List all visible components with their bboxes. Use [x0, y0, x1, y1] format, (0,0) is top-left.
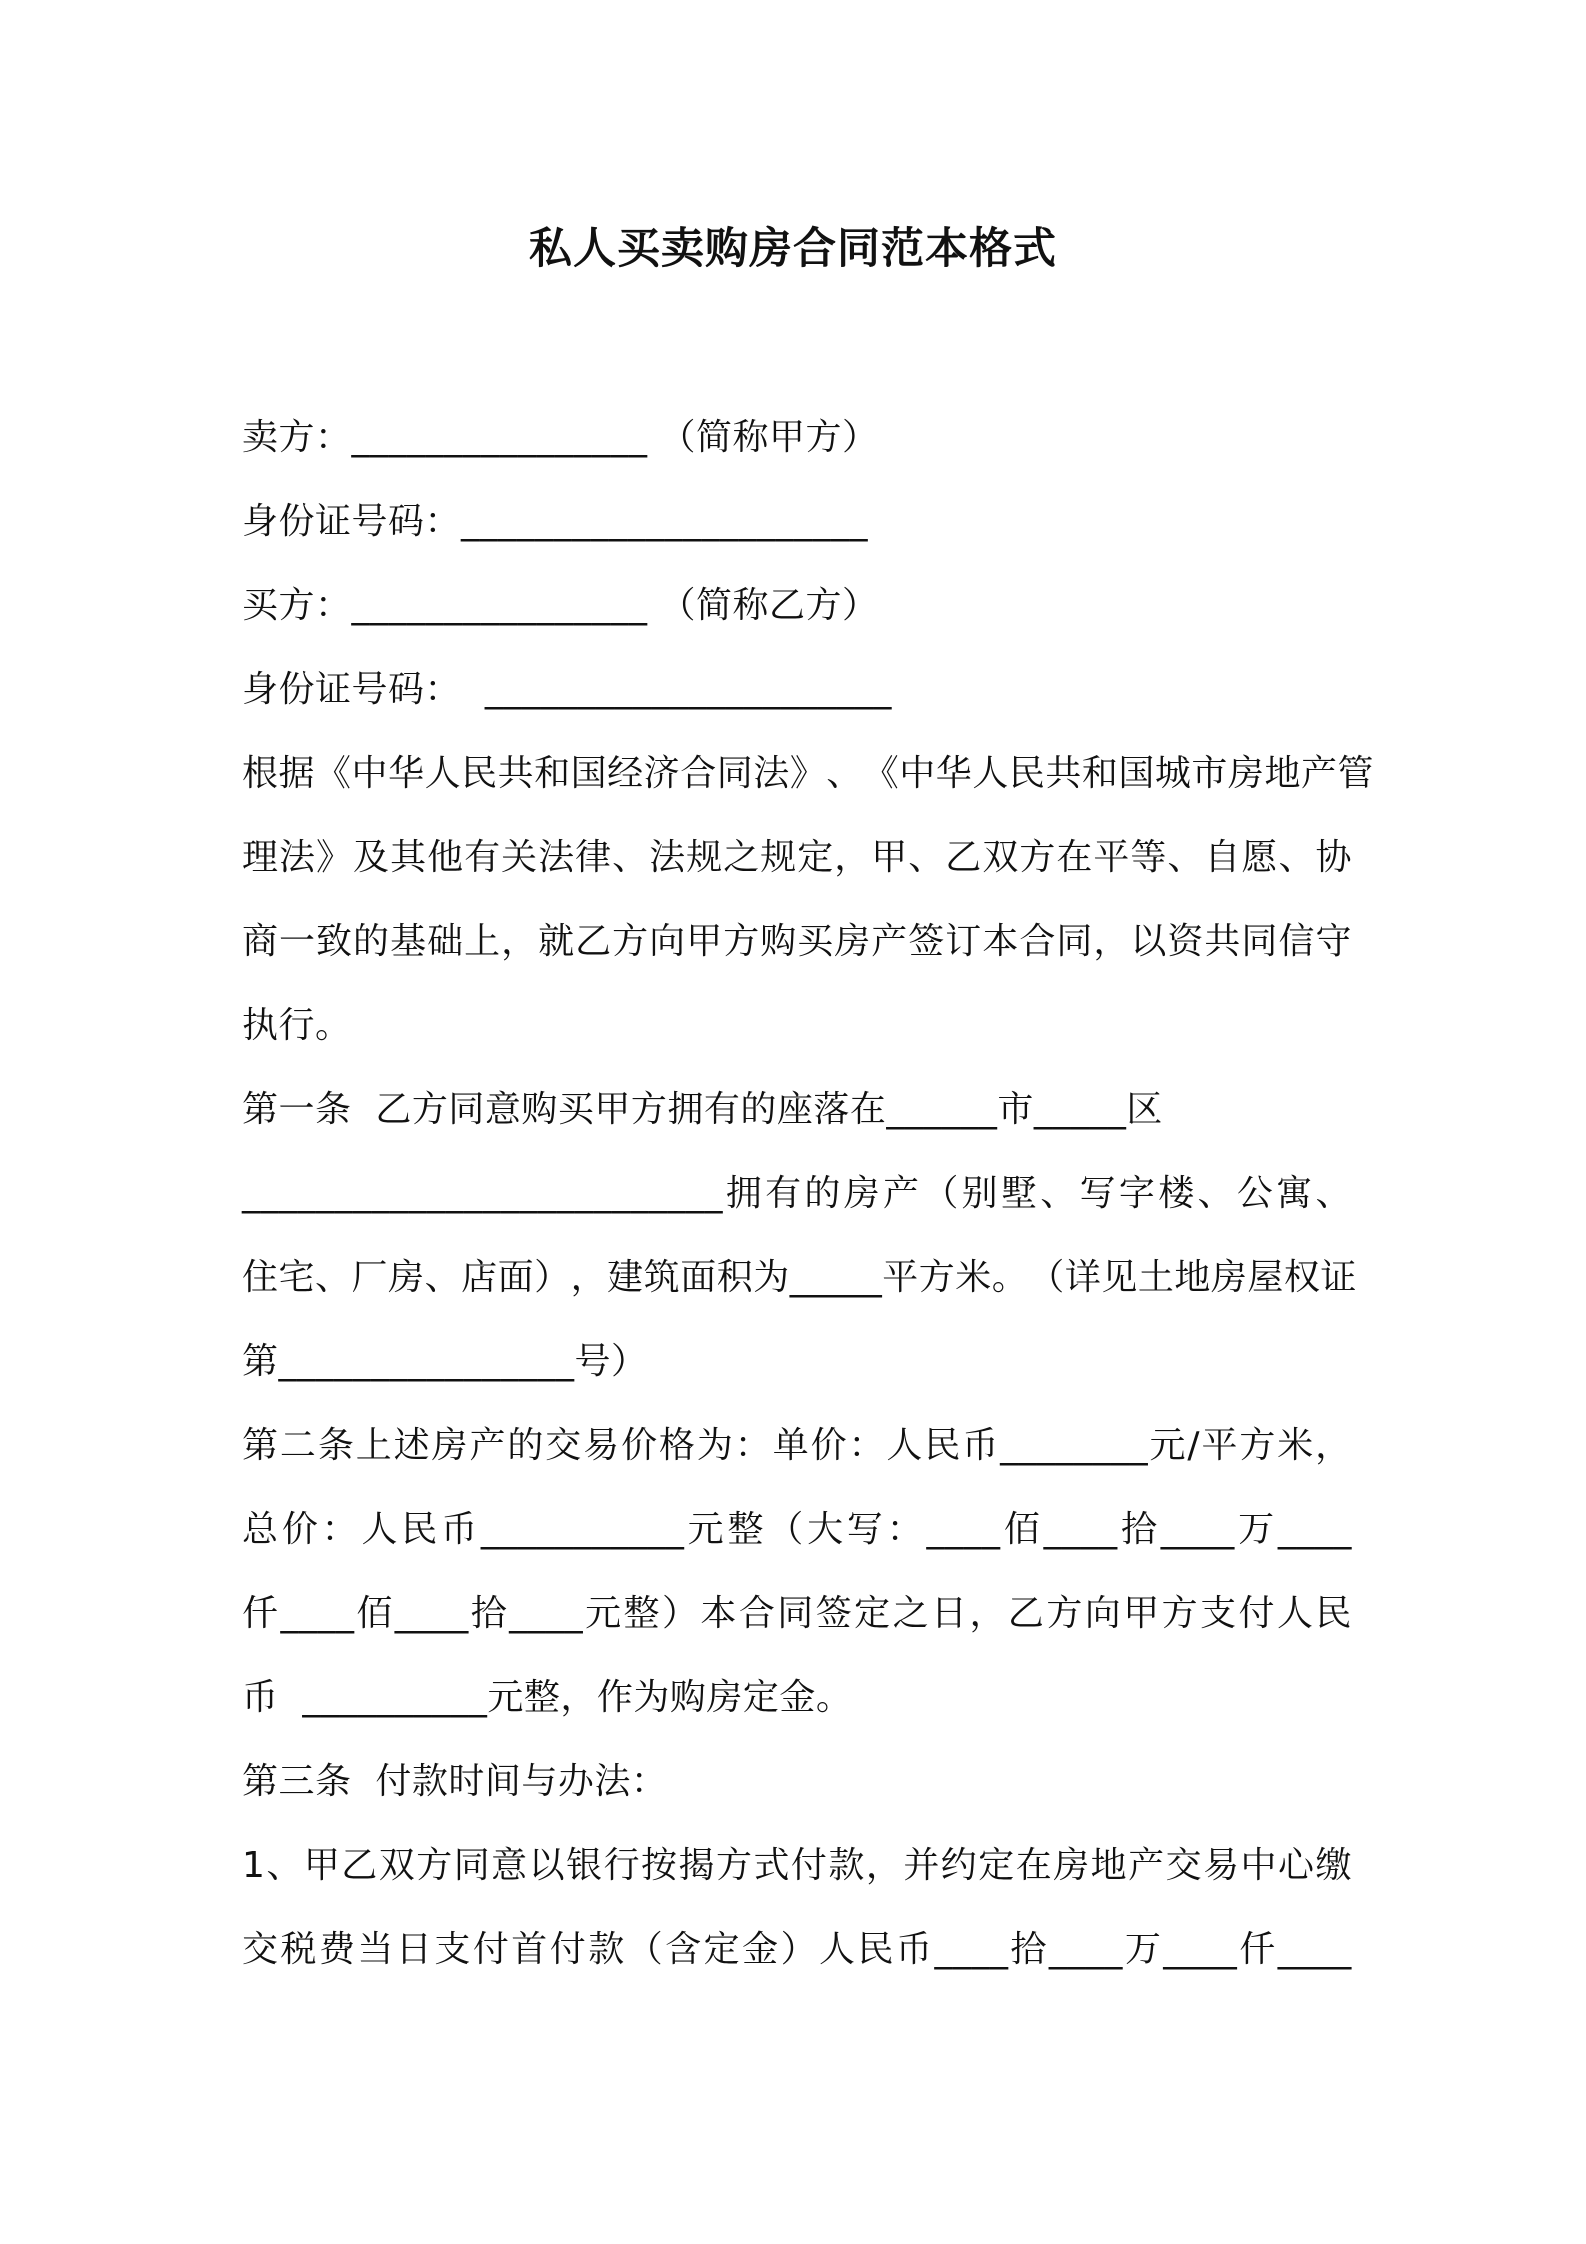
glyph-run: 房 — [1210, 1257, 1248, 1298]
glyph-run: 产 — [469, 1425, 506, 1466]
glyph-run: 本 — [700, 1593, 737, 1634]
glyph-run: 人 — [1276, 1593, 1314, 1634]
article-three-line — [242, 1908, 1352, 1992]
glyph-run: 信 — [1278, 921, 1315, 962]
glyph-run: 当 — [357, 1929, 394, 1970]
glyph-run: （ — [626, 1929, 664, 1970]
article-one-line: 第一条 乙方同意购买甲方拥有的座落在______市_____区 — [242, 1089, 1163, 1130]
glyph-run: 交 — [1165, 1845, 1203, 1886]
glyph-run: 并 — [903, 1845, 940, 1886]
glyph-run: 《 — [862, 753, 900, 794]
glyph-run: 价 — [810, 1425, 848, 1466]
glyph-run: 行 — [603, 1845, 641, 1886]
glyph-run: 二 — [279, 1425, 317, 1466]
glyph-run: 甲 — [871, 837, 908, 878]
glyph-run: 产 — [883, 1173, 920, 1214]
article-three-heading: 第三条 付款时间与办法： — [242, 1761, 668, 1802]
glyph-run: 币 — [441, 1509, 478, 1550]
article-two-line: 币 __________元整，作为购房定金。 — [242, 1677, 853, 1718]
glyph-run: 仟 — [242, 1593, 279, 1634]
glyph-run: 自 — [1204, 837, 1241, 878]
glyph-run: 拾 — [1120, 1509, 1158, 1550]
glyph-run: 人 — [972, 753, 1009, 794]
glyph-run: 向 — [649, 921, 686, 962]
glyph-run: 土 — [1137, 1257, 1175, 1298]
glyph-run: ____ — [280, 1593, 355, 1634]
glyph-run: 产 — [1128, 1845, 1165, 1886]
glyph-run: 、 — [266, 1845, 303, 1886]
glyph-run: 宅 — [278, 1257, 316, 1298]
glyph-run: 住 — [242, 1257, 279, 1298]
glyph-run: 款 — [828, 1845, 865, 1886]
glyph-run: 华 — [388, 753, 425, 794]
glyph-run: 致 — [316, 921, 353, 962]
glyph-run: ， — [969, 1593, 1006, 1634]
glyph-run: 共 — [1045, 753, 1082, 794]
glyph-run: 、 — [1278, 837, 1315, 878]
paragraph-line — [242, 816, 1352, 900]
glyph-run: 建 — [607, 1257, 644, 1298]
glyph-run: 共 — [497, 753, 535, 794]
glyph-run: 定 — [703, 1929, 741, 1970]
glyph-run: 管 — [1337, 753, 1374, 794]
glyph-run: 协 — [1315, 837, 1352, 878]
glyph-run: 写 — [1079, 1173, 1117, 1214]
glyph-run: ： — [321, 1509, 359, 1550]
glyph-run: ， — [501, 921, 538, 962]
glyph-run: 在 — [1056, 837, 1093, 878]
glyph-run: 、 — [315, 1257, 352, 1298]
glyph-run: 之 — [723, 837, 760, 878]
glyph-run: 平 — [1201, 1425, 1238, 1466]
glyph-run: 定 — [797, 837, 834, 878]
glyph-run: 。 — [991, 1257, 1029, 1298]
glyph-run: 合 — [680, 753, 717, 794]
glyph-run: 心 — [1278, 1845, 1315, 1886]
glyph-run: 平 — [882, 1257, 919, 1298]
glyph-run: 费 — [318, 1929, 356, 1970]
glyph-run: 付 — [790, 1845, 828, 1886]
glyph-run: 缴 — [1315, 1845, 1352, 1886]
glyph-run: 乙 — [341, 1845, 378, 1886]
glyph-run: 、 — [1197, 1173, 1235, 1214]
glyph-run: 易 — [583, 1425, 620, 1466]
glyph-run: 本 — [982, 921, 1019, 962]
glyph-run: / — [1187, 1425, 1201, 1466]
glyph-run: 律 — [575, 837, 612, 878]
glyph-run: 房 — [1227, 753, 1265, 794]
glyph-run: 民 — [857, 1929, 895, 1970]
glyph-run: ____ — [926, 1509, 1001, 1550]
glyph-run: 他 — [427, 837, 464, 878]
glyph-run: 》 — [316, 837, 353, 878]
glyph-run: 、 — [1315, 1173, 1352, 1214]
glyph-run: ： — [734, 1425, 772, 1466]
glyph-run: 银 — [566, 1845, 603, 1886]
glyph-run: 元 — [1149, 1425, 1187, 1466]
glyph-run: ） — [661, 1593, 699, 1634]
glyph-run: 见 — [1101, 1257, 1138, 1298]
glyph-run: 双 — [982, 837, 1019, 878]
article-two-line — [242, 1572, 1352, 1656]
paragraph-line — [242, 900, 1352, 984]
glyph-run: 、 — [826, 753, 863, 794]
glyph-run: 中 — [899, 753, 936, 794]
glyph-run: 华 — [935, 753, 973, 794]
glyph-run: 人 — [886, 1425, 923, 1466]
glyph-run: 法 — [649, 837, 686, 878]
glyph-run: 根 — [242, 753, 279, 794]
glyph-run: 一 — [279, 921, 316, 962]
glyph-run: 楼 — [1158, 1173, 1195, 1214]
glyph-run: 日 — [931, 1593, 968, 1634]
glyph-run: 地 — [1174, 1257, 1211, 1298]
glyph-run: 币 — [895, 1929, 933, 1970]
glyph-run: 规 — [760, 837, 797, 878]
glyph-run: 甲 — [686, 921, 723, 962]
glyph-run: 整 — [623, 1593, 661, 1634]
buyer-line: 买方：________________ （简称乙方） — [242, 585, 879, 626]
glyph-run: 同 — [453, 1845, 491, 1886]
glyph-run: 店 — [461, 1257, 498, 1298]
glyph-run: 方 — [1019, 837, 1056, 878]
glyph-run: 支 — [1200, 1593, 1237, 1634]
document-title: 私人买卖购房合同范本格式 — [529, 224, 1057, 274]
glyph-run: （ — [1028, 1257, 1065, 1298]
glyph-run: 款 — [588, 1929, 625, 1970]
glyph-run: 民 — [461, 753, 498, 794]
glyph-run: 在 — [1015, 1845, 1053, 1886]
glyph-run: 万 — [1124, 1929, 1162, 1970]
glyph-run: 合 — [738, 1593, 776, 1634]
article-two-line — [242, 1488, 1352, 1572]
paragraph-line: 执行。 — [242, 1005, 352, 1046]
buyer-id-line: 身份证号码： ______________________ — [242, 669, 892, 710]
glyph-run: 和 — [534, 753, 571, 794]
glyph-run: 甲 — [303, 1845, 341, 1886]
glyph-run: ____ — [1160, 1509, 1235, 1550]
glyph-run: 签 — [908, 921, 945, 962]
glyph-run: 述 — [393, 1425, 431, 1466]
glyph-run: 地 — [1264, 753, 1301, 794]
glyph-run: 佰 — [1003, 1509, 1041, 1550]
glyph-run: 条 — [317, 1425, 355, 1466]
glyph-run: 意 — [491, 1845, 528, 1886]
glyph-run: 乙 — [945, 837, 982, 878]
glyph-run: 总 — [242, 1509, 279, 1550]
glyph-run: 税 — [280, 1929, 317, 1970]
glyph-run: 元 — [585, 1593, 622, 1634]
glyph-run: 其 — [390, 837, 427, 878]
glyph-run: 民 — [1008, 753, 1046, 794]
glyph-run: 方 — [723, 921, 760, 962]
glyph-run: 乙 — [575, 921, 612, 962]
glyph-run: ： — [886, 1509, 924, 1550]
glyph-run: 同 — [1056, 921, 1093, 962]
glyph-run: 础 — [427, 921, 464, 962]
glyph-run: ， — [570, 1257, 608, 1298]
glyph-run: ， — [865, 1845, 903, 1886]
glyph-run: 买 — [797, 921, 834, 962]
glyph-run: 方 — [1239, 1425, 1276, 1466]
glyph-run: 购 — [760, 921, 797, 962]
glyph-run: 的 — [353, 921, 390, 962]
glyph-run: 上 — [355, 1425, 393, 1466]
glyph-run: 公 — [1236, 1173, 1274, 1214]
glyph-run: 拾 — [470, 1593, 508, 1634]
glyph-run: 1 — [242, 1845, 266, 1886]
glyph-run: 就 — [538, 921, 575, 962]
glyph-run: 米 — [1277, 1425, 1314, 1466]
glyph-run: 米 — [955, 1257, 992, 1298]
glyph-run: 写 — [846, 1509, 884, 1550]
glyph-run: 、 — [1167, 837, 1204, 878]
glyph-run: 和 — [1081, 753, 1119, 794]
glyph-run: 面 — [680, 1257, 717, 1298]
glyph-run: 金 — [742, 1929, 779, 1970]
glyph-run: 价 — [281, 1509, 319, 1550]
glyph-run: 面 — [497, 1257, 535, 1298]
glyph-run: 经 — [607, 753, 644, 794]
glyph-run: 万 — [1238, 1509, 1275, 1550]
glyph-run: 第 — [242, 1425, 279, 1466]
glyph-run: 规 — [686, 837, 723, 878]
glyph-run: 法 — [753, 753, 790, 794]
glyph-run: 上 — [464, 921, 501, 962]
glyph-run: 方 — [1046, 1593, 1083, 1634]
glyph-run: 以 — [528, 1845, 566, 1886]
glyph-run: 及 — [353, 837, 390, 878]
glyph-run: ） — [534, 1257, 571, 1298]
glyph-run: 付 — [549, 1929, 587, 1970]
article-one-line — [242, 1236, 1357, 1320]
article-one-line — [242, 1152, 1352, 1236]
glyph-run: 支 — [434, 1929, 471, 1970]
glyph-run: 定 — [854, 1593, 891, 1634]
glyph-run: 佰 — [356, 1593, 393, 1634]
glyph-run: 、 — [424, 1257, 462, 1298]
glyph-run: 共 — [1204, 921, 1241, 962]
glyph-run: 同 — [777, 1593, 814, 1634]
glyph-run: 约 — [940, 1845, 978, 1886]
glyph-run: 房 — [1053, 1845, 1090, 1886]
glyph-run: 的 — [507, 1425, 544, 1466]
glyph-run: 市 — [1191, 753, 1228, 794]
glyph-run: 单 — [772, 1425, 810, 1466]
glyph-run: ， — [834, 837, 871, 878]
glyph-run: 人 — [361, 1509, 398, 1550]
glyph-run: 定 — [978, 1845, 1015, 1886]
glyph-run: 为 — [753, 1257, 790, 1298]
glyph-run: 筑 — [643, 1257, 681, 1298]
glyph-run: 有 — [464, 837, 501, 878]
glyph-run: （ — [767, 1509, 804, 1550]
glyph-run: 商 — [242, 921, 279, 962]
glyph-run: 国 — [570, 753, 608, 794]
glyph-run: 拾 — [1010, 1929, 1047, 1970]
glyph-run: ： — [848, 1425, 886, 1466]
seller-line: 卖方：________________ （简称甲方） — [242, 417, 879, 458]
glyph-run: 乙 — [1007, 1593, 1045, 1634]
glyph-run: 地 — [1090, 1845, 1128, 1886]
glyph-run: 济 — [643, 753, 681, 794]
glyph-run: 民 — [1315, 1593, 1352, 1634]
glyph-run: 中 — [351, 753, 389, 794]
glyph-run: ） — [780, 1929, 818, 1970]
glyph-run: 屋 — [1247, 1257, 1284, 1298]
glyph-run: 有 — [765, 1173, 802, 1214]
glyph-run: ____ — [934, 1929, 1009, 1970]
glyph-run: 字 — [1118, 1173, 1156, 1214]
glyph-run: 房 — [843, 1173, 881, 1214]
glyph-run: 寓 — [1276, 1173, 1313, 1214]
glyph-run: 签 — [815, 1593, 853, 1634]
glyph-run: ____ — [1163, 1929, 1238, 1970]
glyph-run: __________________________ — [242, 1173, 723, 1214]
glyph-run: 式 — [753, 1845, 790, 1886]
glyph-run: 民 — [924, 1425, 961, 1466]
glyph-run: 房 — [834, 921, 871, 962]
glyph-run: 大 — [807, 1509, 844, 1550]
glyph-run: ， — [1093, 921, 1130, 962]
glyph-run: 双 — [378, 1845, 416, 1886]
glyph-run: 的 — [804, 1173, 841, 1214]
paragraph-line — [242, 732, 1374, 816]
glyph-run: 详 — [1064, 1257, 1102, 1298]
glyph-run: 之 — [892, 1593, 930, 1634]
seller-id-line: 身份证号码：______________________ — [242, 501, 869, 542]
glyph-run: （ — [922, 1173, 959, 1214]
glyph-run: 甲 — [1123, 1593, 1160, 1634]
glyph-run: 价 — [621, 1425, 658, 1466]
glyph-run: 币 — [962, 1425, 999, 1466]
glyph-run: 向 — [1084, 1593, 1122, 1634]
glyph-run: 房 — [431, 1425, 469, 1466]
glyph-run: 方 — [1161, 1593, 1199, 1634]
glyph-run: 拥 — [725, 1173, 763, 1214]
glyph-run: 按 — [641, 1845, 678, 1886]
glyph-run: 《 — [315, 753, 352, 794]
glyph-run: 付 — [472, 1929, 510, 1970]
glyph-run: 证 — [1320, 1257, 1357, 1298]
glyph-run: ____ — [1043, 1509, 1118, 1550]
glyph-run: 日 — [395, 1929, 433, 1970]
glyph-run: ____ — [509, 1593, 584, 1634]
glyph-run: _____ — [789, 1257, 883, 1298]
glyph-run: 方 — [715, 1845, 753, 1886]
glyph-run: 格 — [658, 1425, 696, 1466]
glyph-run: ， — [1315, 1425, 1352, 1466]
glyph-run: 仟 — [1239, 1929, 1276, 1970]
glyph-run: 首 — [511, 1929, 548, 1970]
glyph-run: 》 — [789, 753, 827, 794]
glyph-run: ____ — [1048, 1929, 1123, 1970]
glyph-run: 墅 — [1000, 1173, 1038, 1214]
glyph-run: 人 — [819, 1929, 856, 1970]
glyph-run: 理 — [242, 837, 279, 878]
glyph-run: 产 — [1300, 753, 1338, 794]
glyph-run: 民 — [401, 1509, 438, 1550]
glyph-run: 揭 — [678, 1845, 716, 1886]
glyph-run: 关 — [501, 837, 538, 878]
glyph-run: 订 — [945, 921, 982, 962]
glyph-run: 含 — [665, 1929, 702, 1970]
article-two-line — [242, 1404, 1352, 1488]
glyph-run: 守 — [1315, 921, 1352, 962]
glyph-run: 权 — [1283, 1257, 1321, 1298]
glyph-run: 元 — [687, 1509, 725, 1550]
glyph-run: 平 — [1093, 837, 1130, 878]
glyph-run: 以 — [1130, 921, 1167, 962]
glyph-run: 据 — [278, 753, 316, 794]
glyph-run: 法 — [279, 837, 316, 878]
glyph-run: 基 — [390, 921, 427, 962]
glyph-run: 合 — [1019, 921, 1056, 962]
glyph-run: 法 — [538, 837, 575, 878]
glyph-run: ____ — [1277, 1509, 1352, 1550]
glyph-run: 等 — [1130, 837, 1167, 878]
glyph-run: 人 — [424, 753, 462, 794]
glyph-run: 同 — [1241, 921, 1278, 962]
glyph-run: 厂 — [351, 1257, 389, 1298]
glyph-run: ____ — [394, 1593, 469, 1634]
glyph-run: 城 — [1154, 753, 1192, 794]
glyph-run: 积 — [716, 1257, 754, 1298]
article-one-line: 第________________号） — [242, 1341, 648, 1382]
glyph-run: 为 — [696, 1425, 734, 1466]
glyph-run: 产 — [871, 921, 908, 962]
glyph-run: 中 — [1240, 1845, 1278, 1886]
glyph-run: 同 — [716, 753, 754, 794]
glyph-run: 国 — [1118, 753, 1155, 794]
glyph-run: 方 — [918, 1257, 956, 1298]
glyph-run: ____ — [1277, 1929, 1352, 1970]
glyph-run: 、 — [612, 837, 649, 878]
glyph-run: 、 — [1040, 1173, 1077, 1214]
glyph-run: 交 — [242, 1929, 279, 1970]
article-three-line — [242, 1824, 1352, 1908]
glyph-run: 、 — [908, 837, 945, 878]
glyph-run: 交 — [545, 1425, 582, 1466]
glyph-run: 易 — [1203, 1845, 1240, 1886]
glyph-run: 愿 — [1241, 837, 1278, 878]
glyph-run: 方 — [416, 1845, 453, 1886]
glyph-run: ___________ — [480, 1509, 685, 1550]
glyph-run: ________ — [1000, 1425, 1149, 1466]
glyph-run: 方 — [612, 921, 649, 962]
glyph-run: 资 — [1167, 921, 1204, 962]
glyph-run: 付 — [1238, 1593, 1276, 1634]
glyph-run: 房 — [388, 1257, 425, 1298]
glyph-run: 别 — [961, 1173, 999, 1214]
glyph-run: 整 — [727, 1509, 764, 1550]
